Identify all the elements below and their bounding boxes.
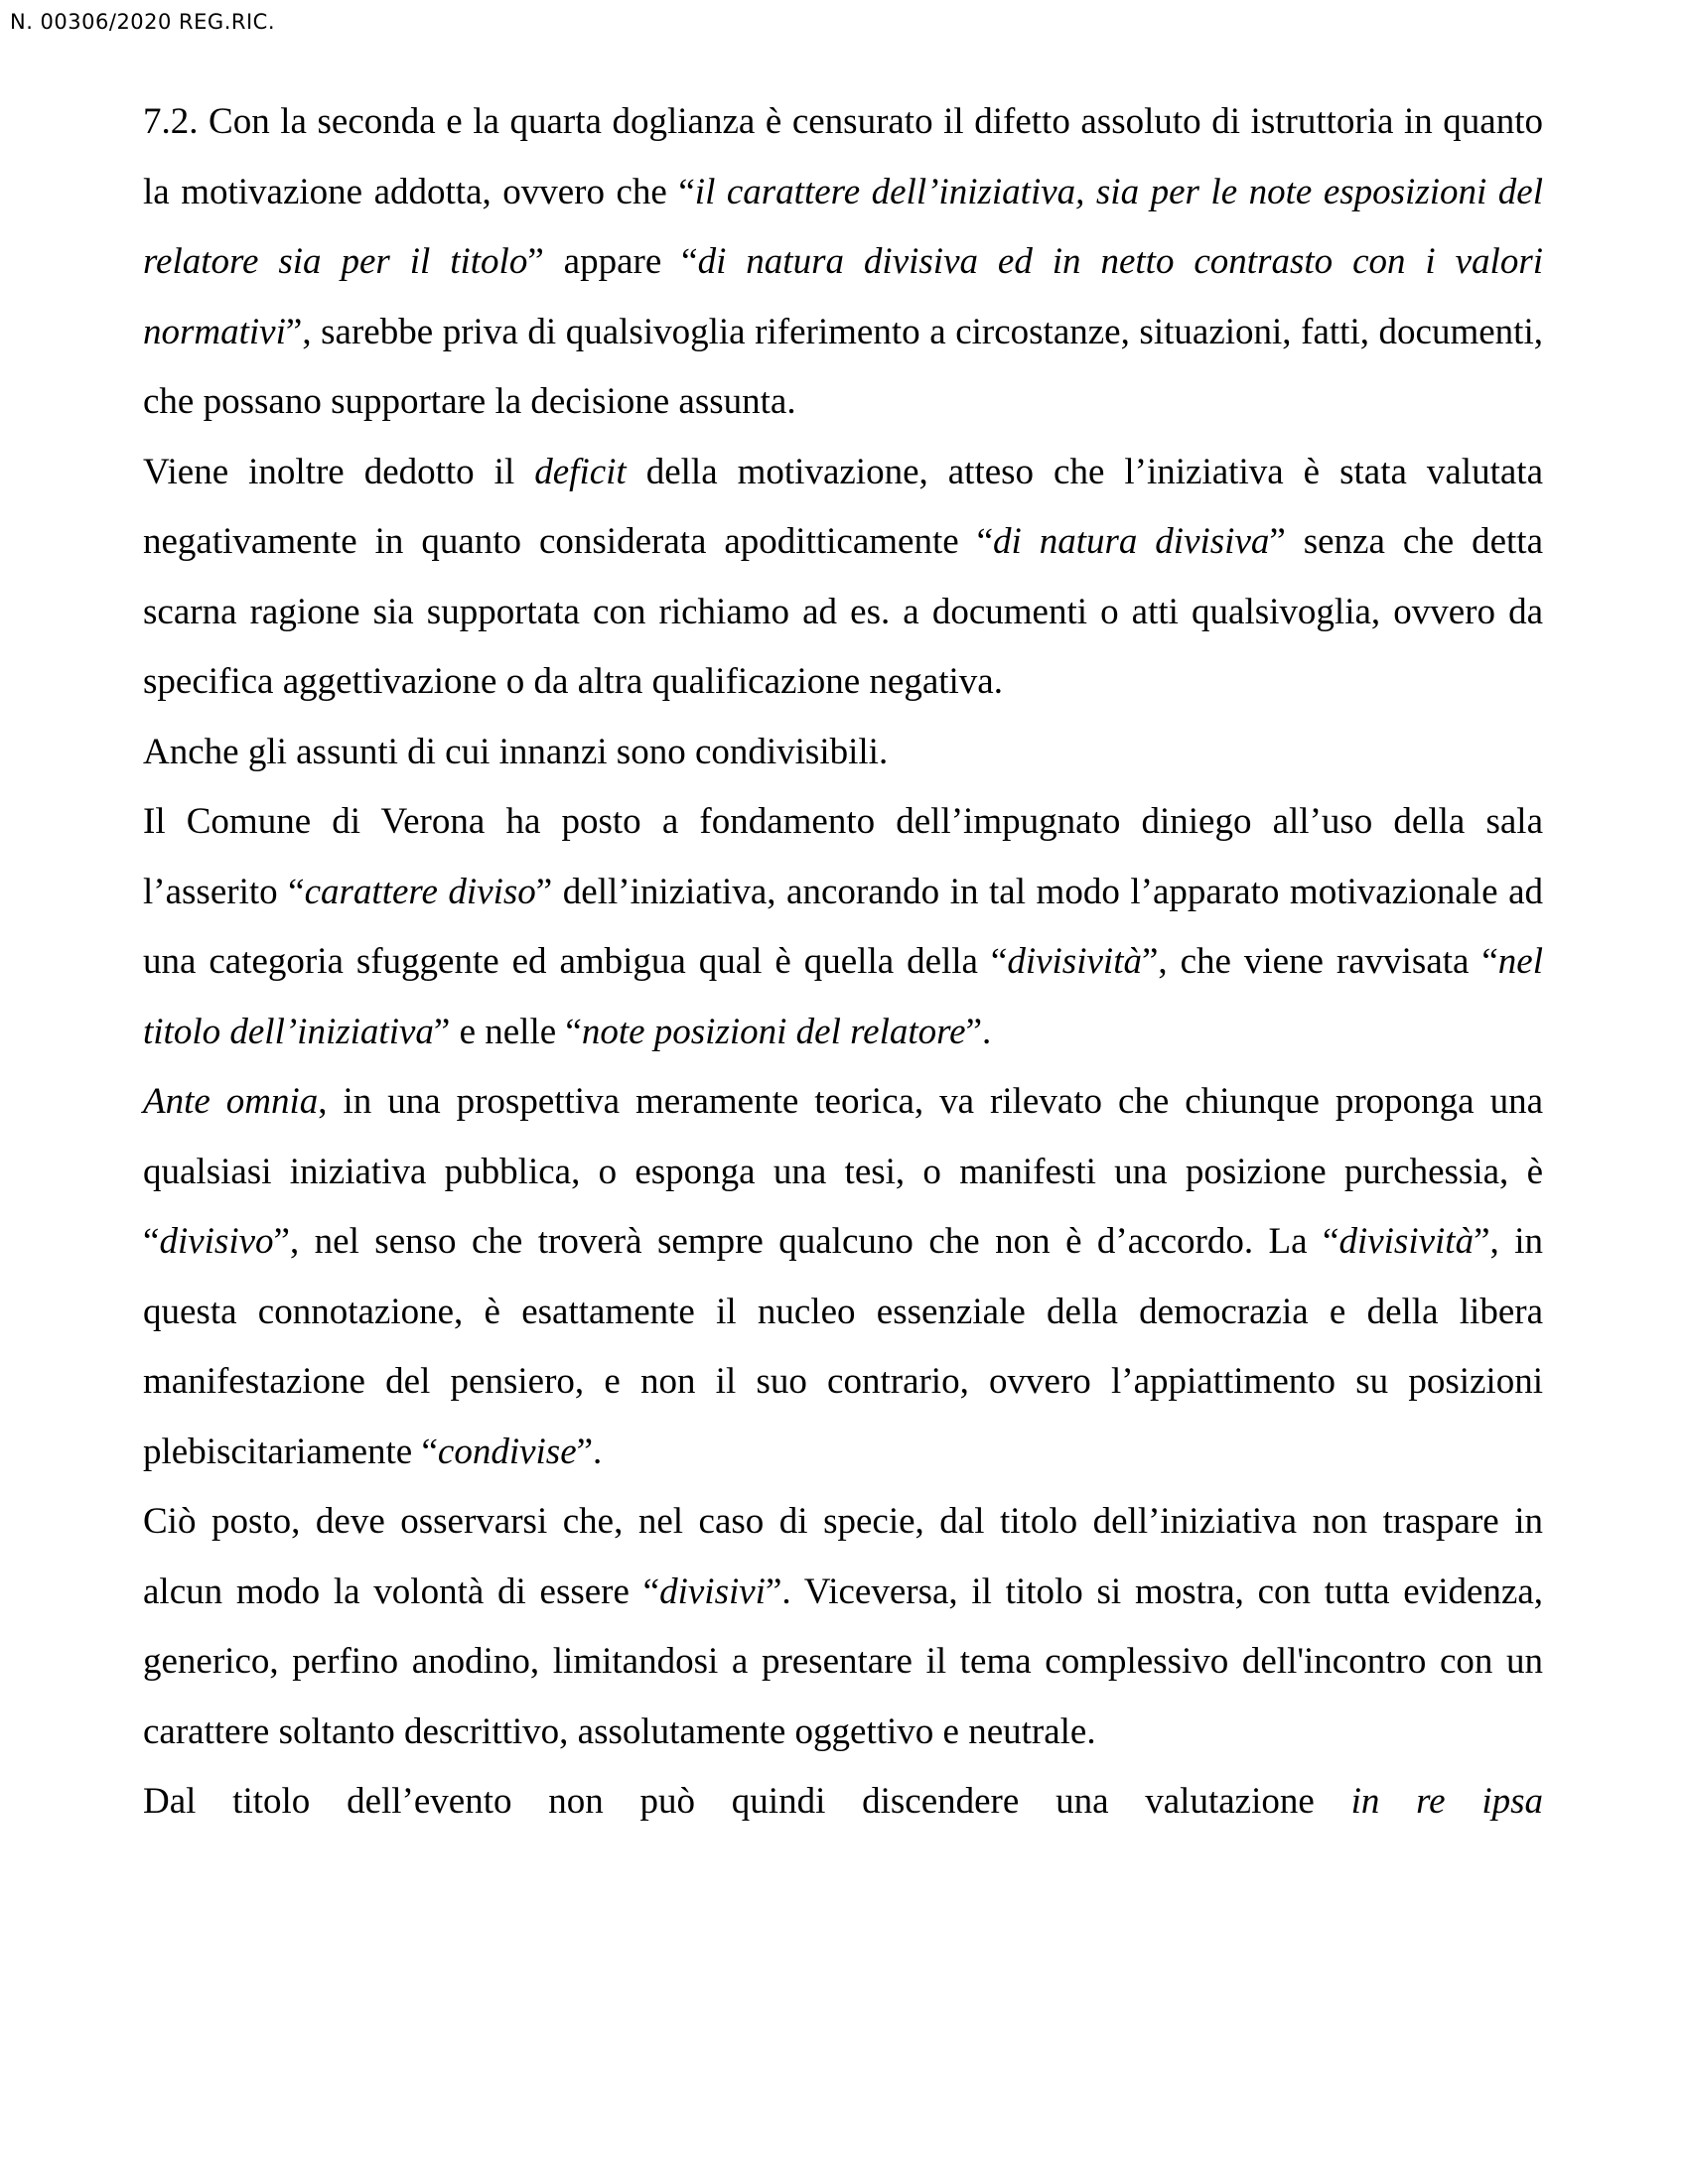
text-run: Dal titolo dell’evento non può quindi discendere una valutazione (143, 1781, 1351, 1822)
document-body (143, 87, 1543, 1838)
quoted-divisive-nature: di natura divisiva ed in netto contrasto con i valori normativi (143, 241, 1543, 352)
text-run: della motivazione, atteso che l’iniziativa è stata valutata negativamente in quanto considerata apoditticamente “ (143, 451, 1543, 562)
text-run: ” senza che detta scarna ragione sia supportata con richiamo ad es. a documenti o atti qualsivoglia, ovvero da specifica aggettivazione o da altra qualificazione negativa. (143, 521, 1543, 702)
text-run: , in una prospettiva meramente teorica, va rilevato che chiunque proponga una qualsiasi iniziativa pubblica, o esponga una tesi, o manifesti una posizione purchessia, è “ (143, 1081, 1543, 1262)
text-run: Il Comune di Verona ha posto a fondamento dell’impugnato diniego all’uso della sala l’asserito “ (143, 801, 1543, 912)
paragraph-ante-omnia (143, 1067, 1543, 1487)
quoted-term: note posizioni del relatore (581, 1011, 966, 1052)
italic-term: deficit (534, 451, 627, 492)
text-run: ”, sarebbe priva di qualsivoglia riferimento a circostanze, situazioni, fatti, documenti, che possano supportare la decisione assunta. (143, 311, 1543, 422)
paragraph-comune-verona (143, 787, 1543, 1067)
quoted-term: divisività (1007, 941, 1142, 982)
quoted-term: condivise (437, 1431, 577, 1472)
text-run: ”. (576, 1431, 603, 1472)
quoted-term: carattere diviso (304, 871, 536, 912)
text-run: ”, che viene ravvisata “ (1141, 941, 1498, 982)
paragraph-titolo-evento (143, 1767, 1543, 1838)
quoted-term: divisivi (659, 1570, 766, 1612)
quoted-term: divisivo (159, 1221, 274, 1262)
quoted-motivation: il carattere dell’iniziativa, sia per le note esposizioni del relatore sia per il titolo (143, 171, 1543, 282)
text-run: ”, in questa connotazione, è esattamente il nucleo essenziale della democrazia e della libera manifestazione del pensiero, e non il suo contrario, ovvero l’appiattimento su posizioni plebiscitariamente “ (143, 1221, 1543, 1472)
quoted-term: nel titolo dell’iniziativa (143, 941, 1543, 1052)
text-run: Viene inoltre dedotto il (143, 451, 535, 492)
text-run: ”, nel senso che troverà sempre qualcuno che non è d’accordo. La “ (273, 1221, 1339, 1262)
italic-term: in re ipsa (1350, 1781, 1543, 1822)
paragraph-cio-posto (143, 1487, 1543, 1767)
italic-term: Ante omnia (143, 1081, 319, 1122)
text-run: ”. (965, 1011, 992, 1052)
paragraph-condivisibili (143, 718, 1543, 788)
case-reference-number: N. 00306/2020 REG.RIC. (10, 10, 275, 34)
paragraph-7-2 (143, 87, 1543, 438)
paragraph-deficit (143, 438, 1543, 718)
text-run: ” appare “ (527, 241, 698, 282)
text-run: ” e nelle “ (433, 1011, 582, 1052)
text-run: Ciò posto, deve osservarsi che, nel caso di specie, dal titolo dell’iniziativa non traspare in alcun modo la volontà di essere “ (143, 1501, 1543, 1612)
text-run: Anche gli assunti di cui innanzi sono condivisibili. (143, 731, 889, 772)
quoted-term: divisività (1338, 1221, 1475, 1262)
quoted-divisive-nature: di natura divisiva (993, 521, 1270, 562)
text-run: ”. Viceversa, il titolo si mostra, con tutta evidenza, generico, perfino anodino, limitandosi a presentare il tema complessivo dell'incontro con un carattere soltanto descrittivo, assolutamente oggettivo e neutrale. (143, 1570, 1543, 1752)
text-run: 7.2. Con la seconda e la quarta doglianza è censurato il difetto assoluto di istruttoria in quanto la motivazione addotta, ovvero che “ (143, 101, 1543, 212)
text-run: ” dell’iniziativa, ancorando in tal modo l’apparato motivazionale ad una categoria sfuggente ed ambigua qual è quella della “ (143, 871, 1543, 982)
